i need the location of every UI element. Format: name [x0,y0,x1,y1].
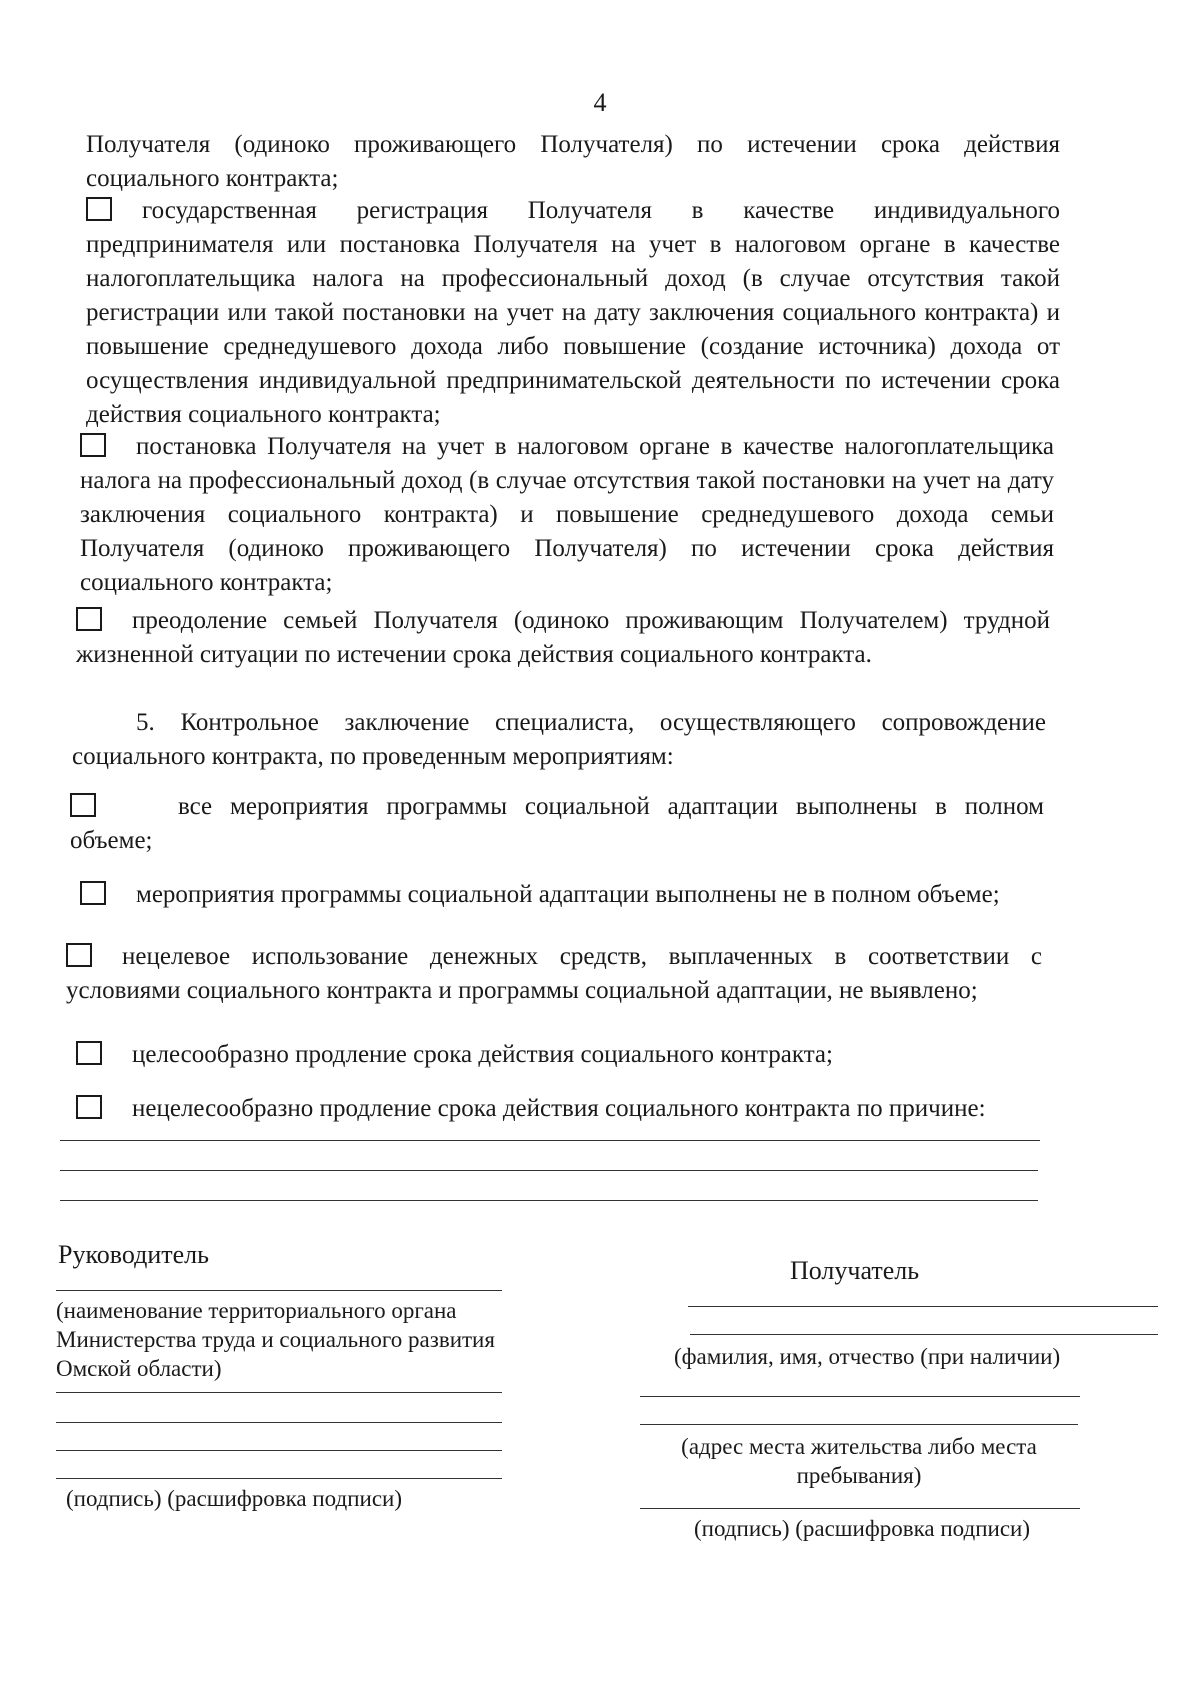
head-line-3[interactable] [56,1450,502,1451]
recipient-address-line-2[interactable] [640,1424,1078,1425]
all-activities-option [70,790,1044,858]
no-misuse-option [66,940,1042,1008]
extension-not-advisable-checkbox[interactable] [76,1095,102,1119]
no-misuse-checkbox[interactable] [66,943,92,967]
option-text: государственная регистрация Получателя в качестве индивидуального предпринимателя или постановка Получателя на учет в налоговом органе в качестве налогоплательщика налога на профессиональный доход (в случае отсутствия такой регистрации или такой постановки на учет на дату заключения социального контракта) и повышение среднедушевого дохода либо повышение (создание источника) дохода от осуществления индивидуальной предпринимательской деятельности по истечении срока действия социального контракта; [86,197,1060,428]
recipient-income-paragraph [86,128,1060,196]
entrepreneur-registration-option [86,194,1060,432]
recipient-name-line-2[interactable] [690,1334,1158,1335]
tax-registration-checkbox[interactable] [80,433,106,457]
recipient-address-caption: (адрес места жительства либо места пребывания) [681,1434,1037,1488]
recipient-sign-caption: (подпись) (расшифровка подписи) [694,1516,1031,1541]
all-activities-checkbox[interactable] [70,793,96,817]
extension-advisable-checkbox[interactable] [76,1041,102,1065]
head-title: Руководитель [58,1240,209,1269]
recipient-address-line-1[interactable] [640,1396,1080,1397]
tax-registration-option [80,430,1054,600]
overcoming-situation-checkbox[interactable] [76,607,102,631]
option-text: нецелевое использование денежных средств, выплаченных в соответствии с условиями социального контракта и программы социальной адаптации, не выявлено; [66,943,1042,1004]
page-number: 4 [593,88,607,117]
partial-activities-checkbox[interactable] [80,881,106,905]
head-sign-caption: (подпись) (расшифровка подписи) [66,1486,403,1511]
recipient-signature-line[interactable] [640,1508,1080,1509]
head-org-line[interactable] [56,1290,502,1291]
recipient-title: Получатель [790,1256,920,1285]
extension-not-advisable-option [76,1092,1050,1126]
option-text: мероприятия программы социальной адаптации выполнены не в полном объеме; [136,881,1000,908]
option-text: постановка Получателя на учет в налоговом органе в качестве налогоплательщика налога на профессиональный доход (в случае отсутствия такой постановки на учет на дату заключения социального контракта) и повышение среднедушевого дохода семьи Получателя (одиноко проживающего Получателя) по истечении срока действия социального контракта; [80,433,1054,596]
head-org-caption: (наименование территориального органа Министерства труда и социального развития Омской области) [56,1298,495,1381]
head-line-2[interactable] [56,1422,502,1423]
recipient-name-caption: (фамилия, имя, отчество (при наличии) [674,1344,1061,1369]
section5-heading [72,706,1046,774]
option-text: нецелесообразно продление срока действия социального контракта по причине: [132,1095,986,1122]
reason-line-3[interactable] [60,1200,1038,1201]
option-text: преодоление семьей Получателя (одиноко проживающим Получателем) трудной жизненной ситуации по истечении срока действия социального контракта. [76,607,1050,668]
option-text: все мероприятия программы социальной адаптации выполнены в полном объеме; [70,793,1044,854]
head-line-1[interactable] [56,1392,502,1393]
entrepreneur-registration-checkbox[interactable] [86,197,112,221]
recipient-name-line-1[interactable] [688,1306,1158,1307]
paragraph-text: Получателя (одиноко проживающего Получателя) по истечении срока действия социального контракта; [86,131,1060,192]
overcoming-situation-option [76,604,1050,672]
extension-advisable-option [76,1038,1050,1072]
reason-line-1[interactable] [60,1140,1040,1141]
head-signature-line[interactable] [56,1478,502,1479]
section5-heading-text: 5. Контрольное заключение специалиста, осуществляющего сопровождение социального контракта, по проведенным мероприятиям: [72,709,1046,770]
option-text: целесообразно продление срока действия социального контракта; [132,1041,833,1068]
partial-activities-option [80,878,1054,912]
reason-line-2[interactable] [60,1170,1038,1171]
